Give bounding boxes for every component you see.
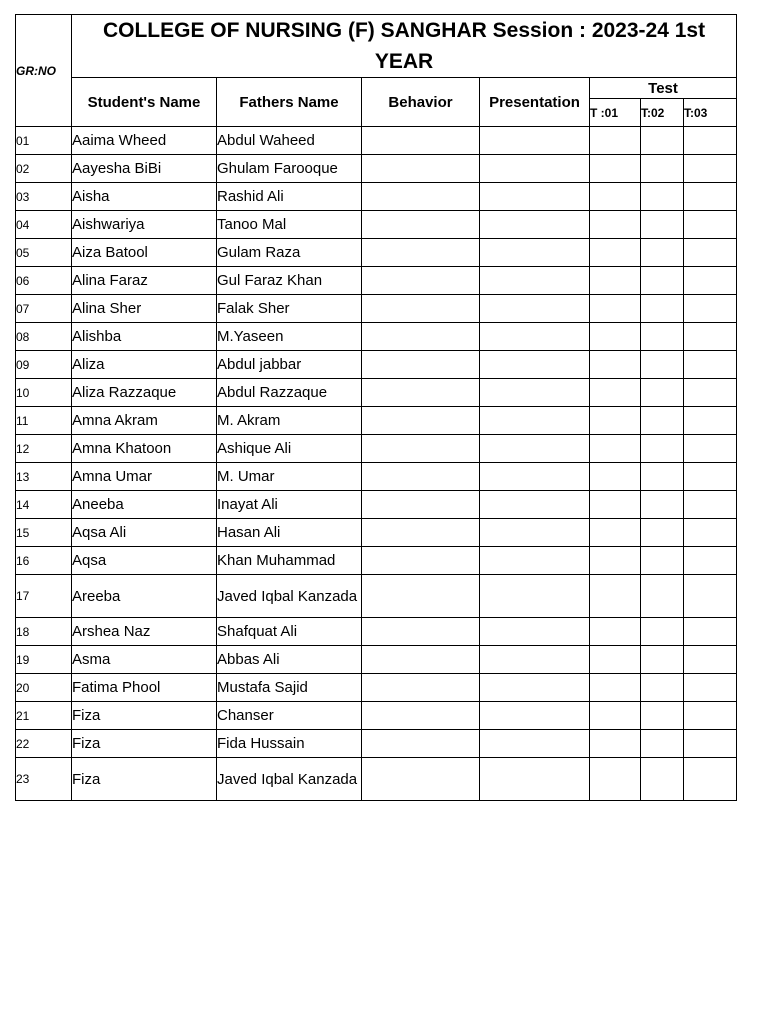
fathers-name-cell: Mustafa Sajid — [217, 674, 362, 702]
presentation-cell — [480, 519, 590, 547]
behavior-cell — [362, 702, 480, 730]
test-2-cell — [641, 758, 684, 801]
grno-cell: 03 — [16, 183, 72, 211]
test-1-cell — [590, 435, 641, 463]
behavior-cell — [362, 435, 480, 463]
table-row — [16, 379, 737, 407]
fathers-name-cell: Abbas Ali — [217, 646, 362, 674]
test-3-cell — [684, 575, 737, 618]
behavior-cell — [362, 155, 480, 183]
test-1-cell — [590, 674, 641, 702]
test-2-cell — [641, 379, 684, 407]
test-3-cell — [684, 730, 737, 758]
table-row — [16, 127, 737, 155]
behavior-cell — [362, 491, 480, 519]
test-3-cell — [684, 407, 737, 435]
grno-cell: 08 — [16, 323, 72, 351]
behavior-cell — [362, 239, 480, 267]
table-row — [16, 295, 737, 323]
fathers-name-cell: Abdul Razzaque — [217, 379, 362, 407]
presentation-cell — [480, 407, 590, 435]
test-3-cell — [684, 183, 737, 211]
test-1-cell — [590, 407, 641, 435]
behavior-cell — [362, 618, 480, 646]
fathers-name-cell: Tanoo Mal — [217, 211, 362, 239]
test-1-cell — [590, 155, 641, 183]
table-row — [16, 730, 737, 758]
student-name-cell: Fiza — [72, 730, 217, 758]
grno-cell: 10 — [16, 379, 72, 407]
student-name-cell: Fatima Phool — [72, 674, 217, 702]
grno-cell: 04 — [16, 211, 72, 239]
student-name-cell: Aishwariya — [72, 211, 217, 239]
test-1-cell — [590, 295, 641, 323]
fathers-name-header: Fathers Name — [217, 78, 362, 127]
table-row — [16, 491, 737, 519]
test-2-cell — [641, 491, 684, 519]
behavior-cell — [362, 758, 480, 801]
test-1-cell — [590, 211, 641, 239]
test-1-cell — [590, 323, 641, 351]
test-2-header: T:02 — [641, 99, 684, 127]
test-2-cell — [641, 211, 684, 239]
presentation-cell — [480, 702, 590, 730]
table-row — [16, 267, 737, 295]
test-2-cell — [641, 267, 684, 295]
table-row — [16, 211, 737, 239]
presentation-header: Presentation — [480, 78, 590, 127]
student-name-cell: Alishba — [72, 323, 217, 351]
grno-cell: 18 — [16, 618, 72, 646]
test-1-header: T :01 — [590, 99, 641, 127]
fathers-name-cell: Rashid Ali — [217, 183, 362, 211]
behavior-cell — [362, 407, 480, 435]
grno-cell: 19 — [16, 646, 72, 674]
student-name-cell: Aliza — [72, 351, 217, 379]
test-2-cell — [641, 547, 684, 575]
test-3-cell — [684, 127, 737, 155]
grno-cell: 17 — [16, 575, 72, 618]
behavior-cell — [362, 183, 480, 211]
fathers-name-cell: Shafquat Ali — [217, 618, 362, 646]
test-2-cell — [641, 295, 684, 323]
test-3-cell — [684, 646, 737, 674]
behavior-cell — [362, 547, 480, 575]
test-1-cell — [590, 379, 641, 407]
presentation-cell — [480, 575, 590, 618]
student-name-cell: Amna Akram — [72, 407, 217, 435]
student-name-cell: Aayesha BiBi — [72, 155, 217, 183]
fathers-name-cell: Ghulam Farooque — [217, 155, 362, 183]
test-3-cell — [684, 379, 737, 407]
grno-cell: 06 — [16, 267, 72, 295]
fathers-name-cell: M. Umar — [217, 463, 362, 491]
presentation-cell — [480, 155, 590, 183]
fathers-name-cell: Abdul jabbar — [217, 351, 362, 379]
test-1-cell — [590, 463, 641, 491]
presentation-cell — [480, 295, 590, 323]
fathers-name-cell: Ashique Ali — [217, 435, 362, 463]
student-name-cell: Aiza Batool — [72, 239, 217, 267]
test-2-cell — [641, 646, 684, 674]
presentation-cell — [480, 267, 590, 295]
test-2-cell — [641, 351, 684, 379]
test-1-cell — [590, 758, 641, 801]
grno-cell: 13 — [16, 463, 72, 491]
behavior-cell — [362, 674, 480, 702]
behavior-cell — [362, 379, 480, 407]
test-1-cell — [590, 239, 641, 267]
test-2-cell — [641, 155, 684, 183]
grno-cell: 02 — [16, 155, 72, 183]
test-2-cell — [641, 407, 684, 435]
test-3-cell — [684, 211, 737, 239]
presentation-cell — [480, 183, 590, 211]
test-1-cell — [590, 646, 641, 674]
test-3-cell — [684, 674, 737, 702]
student-name-cell: Fiza — [72, 758, 217, 801]
fathers-name-cell: M. Akram — [217, 407, 362, 435]
test-2-cell — [641, 435, 684, 463]
behavior-cell — [362, 646, 480, 674]
test-1-cell — [590, 351, 641, 379]
fathers-name-cell: Fida Hussain — [217, 730, 362, 758]
table-row — [16, 323, 737, 351]
table-row — [16, 407, 737, 435]
presentation-cell — [480, 379, 590, 407]
sheet-title: COLLEGE OF NURSING (F) SANGHAR Session : 2023-24 1st YEAR — [72, 15, 737, 78]
table-row — [16, 239, 737, 267]
fathers-name-cell: Chanser — [217, 702, 362, 730]
table-row — [16, 547, 737, 575]
test-1-cell — [590, 127, 641, 155]
test-2-cell — [641, 463, 684, 491]
test-3-cell — [684, 519, 737, 547]
grno-cell: 22 — [16, 730, 72, 758]
test-3-cell — [684, 295, 737, 323]
table-row — [16, 758, 737, 801]
student-name-cell: Asma — [72, 646, 217, 674]
grno-cell: 20 — [16, 674, 72, 702]
student-name-header: Student's Name — [72, 78, 217, 127]
test-2-cell — [641, 323, 684, 351]
grno-cell: 09 — [16, 351, 72, 379]
test-3-cell — [684, 491, 737, 519]
student-name-cell: Areeba — [72, 575, 217, 618]
fathers-name-cell: Falak Sher — [217, 295, 362, 323]
test-1-cell — [590, 575, 641, 618]
table-row — [16, 183, 737, 211]
fathers-name-cell: Abdul Waheed — [217, 127, 362, 155]
presentation-cell — [480, 211, 590, 239]
test-1-cell — [590, 730, 641, 758]
test-3-cell — [684, 618, 737, 646]
test-2-cell — [641, 702, 684, 730]
grno-cell: 23 — [16, 758, 72, 801]
grno-cell: 16 — [16, 547, 72, 575]
test-3-cell — [684, 323, 737, 351]
test-1-cell — [590, 519, 641, 547]
behavior-cell — [362, 323, 480, 351]
behavior-header: Behavior — [362, 78, 480, 127]
test-1-cell — [590, 702, 641, 730]
test-2-cell — [641, 730, 684, 758]
student-name-cell: Alina Faraz — [72, 267, 217, 295]
grno-cell: 11 — [16, 407, 72, 435]
test-2-cell — [641, 674, 684, 702]
fathers-name-cell: M.Yaseen — [217, 323, 362, 351]
table-row — [16, 463, 737, 491]
behavior-cell — [362, 267, 480, 295]
behavior-cell — [362, 295, 480, 323]
presentation-cell — [480, 674, 590, 702]
presentation-cell — [480, 463, 590, 491]
test-3-cell — [684, 758, 737, 801]
student-name-cell: Fiza — [72, 702, 217, 730]
fathers-name-cell: Inayat Ali — [217, 491, 362, 519]
table-row — [16, 702, 737, 730]
presentation-cell — [480, 239, 590, 267]
presentation-cell — [480, 758, 590, 801]
fathers-name-cell: Hasan Ali — [217, 519, 362, 547]
test-2-cell — [641, 575, 684, 618]
fathers-name-cell: Gulam Raza — [217, 239, 362, 267]
presentation-cell — [480, 491, 590, 519]
test-1-cell — [590, 547, 641, 575]
behavior-cell — [362, 351, 480, 379]
test-1-cell — [590, 267, 641, 295]
presentation-cell — [480, 730, 590, 758]
table-row — [16, 435, 737, 463]
test-3-cell — [684, 155, 737, 183]
grno-cell: 14 — [16, 491, 72, 519]
behavior-cell — [362, 575, 480, 618]
student-name-cell: Amna Khatoon — [72, 435, 217, 463]
test-2-cell — [641, 127, 684, 155]
behavior-cell — [362, 211, 480, 239]
test-2-cell — [641, 519, 684, 547]
table-row — [16, 674, 737, 702]
test-1-cell — [590, 491, 641, 519]
test-3-cell — [684, 702, 737, 730]
grno-cell: 01 — [16, 127, 72, 155]
table-row — [16, 575, 737, 618]
test-3-cell — [684, 547, 737, 575]
table-row — [16, 618, 737, 646]
behavior-cell — [362, 519, 480, 547]
fathers-name-cell: Javed Iqbal Kanzada — [217, 758, 362, 801]
test-header: Test — [590, 78, 737, 99]
test-3-cell — [684, 239, 737, 267]
test-1-cell — [590, 618, 641, 646]
student-name-cell: Alina Sher — [72, 295, 217, 323]
presentation-cell — [480, 351, 590, 379]
test-3-cell — [684, 435, 737, 463]
grno-header: GR:NO — [16, 15, 72, 127]
presentation-cell — [480, 127, 590, 155]
fathers-name-cell: Khan Muhammad — [217, 547, 362, 575]
student-name-cell: Amna Umar — [72, 463, 217, 491]
student-name-cell: Aisha — [72, 183, 217, 211]
test-1-cell — [590, 183, 641, 211]
attendance-sheet-table — [15, 14, 737, 801]
presentation-cell — [480, 323, 590, 351]
grno-cell: 15 — [16, 519, 72, 547]
behavior-cell — [362, 730, 480, 758]
grno-cell: 05 — [16, 239, 72, 267]
table-row — [16, 351, 737, 379]
student-name-cell: Aliza Razzaque — [72, 379, 217, 407]
table-row — [16, 155, 737, 183]
test-3-cell — [684, 351, 737, 379]
student-name-cell: Arshea Naz — [72, 618, 217, 646]
grno-cell: 07 — [16, 295, 72, 323]
student-name-cell: Aqsa — [72, 547, 217, 575]
presentation-cell — [480, 646, 590, 674]
behavior-cell — [362, 463, 480, 491]
presentation-cell — [480, 547, 590, 575]
student-name-cell: Aneeba — [72, 491, 217, 519]
student-name-cell: Aaima Wheed — [72, 127, 217, 155]
grno-cell: 21 — [16, 702, 72, 730]
fathers-name-cell: Gul Faraz Khan — [217, 267, 362, 295]
presentation-cell — [480, 435, 590, 463]
fathers-name-cell: Javed Iqbal Kanzada — [217, 575, 362, 618]
test-2-cell — [641, 618, 684, 646]
behavior-cell — [362, 127, 480, 155]
table-row — [16, 646, 737, 674]
table-row — [16, 519, 737, 547]
grno-cell: 12 — [16, 435, 72, 463]
test-3-header: T:03 — [684, 99, 737, 127]
presentation-cell — [480, 618, 590, 646]
test-3-cell — [684, 463, 737, 491]
student-name-cell: Aqsa Ali — [72, 519, 217, 547]
test-2-cell — [641, 239, 684, 267]
test-2-cell — [641, 183, 684, 211]
test-3-cell — [684, 267, 737, 295]
